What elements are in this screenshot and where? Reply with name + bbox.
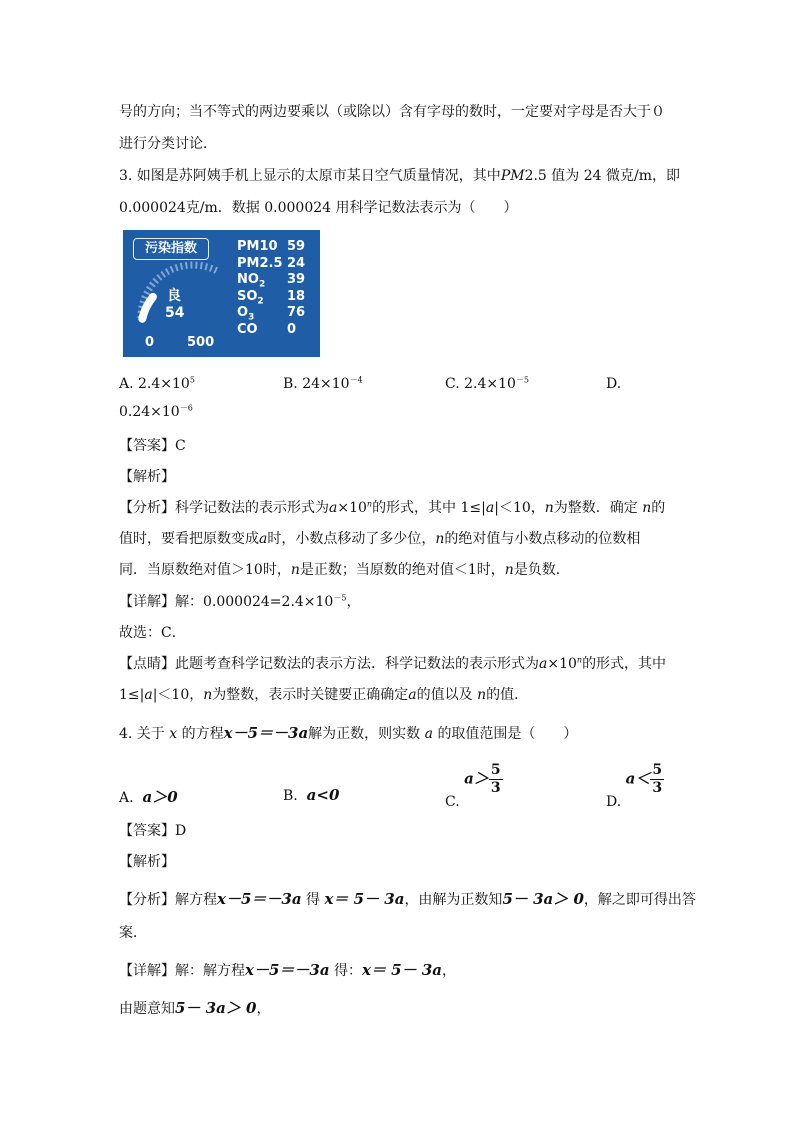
scale-max: 500 [187,335,215,350]
choose-line: 故选：C． [119,625,186,641]
option-math: a＞0 [142,788,178,806]
t: |＜10， [152,687,204,703]
q4-option-d [606,762,664,810]
t: 得： [334,963,362,979]
option-text: 24×10 [302,376,350,392]
option-label: C. [445,376,460,392]
option-label: B. [283,788,298,804]
t: ×10 [547,656,577,672]
option-label: C. [445,793,460,810]
t: ，由解为正数知 [404,892,503,908]
t: 得 [306,892,320,908]
analysis-line [119,499,665,517]
var-n: n [203,687,213,703]
pollutant-subscript: 2 [258,279,266,290]
pollutant-value: 18 [287,288,306,304]
pollutant-value: 24 [287,255,306,271]
answer-line: 【答案】C [119,438,186,454]
fraction-numerator: 5 [490,762,501,778]
gauge-fill [142,297,153,319]
option-d-label: D. [606,376,622,392]
pollutant-row [237,305,317,322]
t: |＜10， [494,500,545,516]
t: 【分析】解方程 [119,892,217,908]
point-line [119,686,528,704]
pollutant-value: 76 [287,305,306,320]
pollutant-name-text: NO [237,272,259,287]
pollutant-name: PM2.5 [237,255,283,271]
t: 【分析】科学记数法的表示形式为 [119,500,329,516]
pollutant-row [237,322,317,339]
option-text: 2.4×10 [138,376,190,392]
q4-option-b [283,786,339,804]
fraction-denominator: 3 [652,780,663,796]
fraction [650,762,664,797]
pollutant-subscript: 3 [248,312,255,323]
var-a: a [485,500,495,516]
option-c [445,376,529,392]
question-3-stem [119,167,680,185]
option-label: D. [606,793,622,810]
t: 值时，要看把原数变成 [119,531,259,547]
t: 的值． [486,687,529,703]
equation: x－5＝－3a [223,724,309,742]
stem-text: 3. 如图是苏阿姨手机上显示的太原市某日空气质量情况，其中 [119,168,501,184]
pollutant-row [237,289,317,306]
t: 的取值范围是（ ） [437,726,578,742]
var-n: n [477,687,487,703]
pollution-index-tag: 污染指数 [133,238,209,260]
t: 的形式，其中 1≤| [372,500,486,516]
option-d [119,404,193,420]
var-a: a [424,726,433,742]
var-a: a [144,687,153,703]
option-text: 0.24×10 [119,404,180,420]
analysis-line: 案． [119,925,147,941]
var-a: a [329,500,338,516]
t: 【详解】解：0.000024=2.4×10 [119,594,334,610]
air-index-value: 54 [165,305,185,321]
t: 的绝对值与小数点移动的位数相 [444,531,641,547]
point-line [119,655,666,673]
t: ×10 [337,500,367,516]
t: ， [256,1001,271,1017]
equation: 5－ 3a＞ 0 [175,999,257,1017]
equation: x＝ 5－ 3a [362,961,442,979]
analysis-heading: 【解析】 [119,469,175,485]
pollutant-name: PM10 [237,239,278,254]
equation: 5－ 3a＞ 0 [502,890,584,908]
var-a: a [539,656,548,672]
option-exponent: 5 [189,375,195,385]
t: 的 [651,500,666,516]
var-n: n [576,655,583,665]
pollutant-name [237,289,264,307]
fraction [489,762,503,797]
var-n: n [642,500,652,516]
t: ，解之即可得出答 [583,892,696,908]
option-math: a<0 [306,786,340,804]
pollutant-name: CO [237,321,258,337]
var-a: a [408,687,417,703]
t: 解为正数，则实数 [308,726,421,742]
pollutant-value: 59 [287,239,306,254]
fraction-denominator: 3 [490,780,501,796]
option-a [119,376,195,392]
var-n: n [435,531,445,547]
exponent: －5 [333,593,347,603]
t: 1≤| [119,687,145,703]
t: ， [441,963,456,979]
pollutant-name-text: O [237,305,249,320]
t: 的值以及 [416,687,473,703]
var-x: x [169,726,178,742]
t: 的方程 [181,726,224,742]
stem-text: 2.5 值为 24 微克/m，即 [524,168,680,184]
t: 由题意知 [119,1001,175,1017]
var-n: n [290,562,300,578]
pollutant-name-text: SO [237,288,258,304]
option-text: 2.4×10 [464,376,516,392]
q4-option-c [445,762,503,810]
analysis-line [119,890,696,909]
text-line: 号的方向；当不等式的两边要乘以（或除以）含有字母的数时，一定要对字母是否大于０ [119,104,665,120]
equation: x＝ 5－ 3a [324,890,405,908]
text-line: 进行分类讨论． [119,136,217,152]
option-label: B. [283,376,298,392]
pollutant-value: 0 [287,321,297,337]
option-label: A. [119,790,134,806]
var-n: n [366,499,373,509]
equation: x－5＝－3a [245,961,330,979]
t: 【详解】解：解方程 [119,963,245,979]
air-quality-widget [123,230,320,357]
scale-min: 0 [145,335,155,350]
t: ， [346,594,361,610]
option-math: a＞ [464,769,489,788]
pollutant-row [237,256,317,273]
analysis-line [119,561,570,579]
t: 同．当原数绝对值＞10时， [119,562,291,578]
t: 为整数，表示时关键要正确确定 [212,687,409,703]
analysis-line [119,530,640,548]
pollutant-value: 39 [287,272,306,287]
option-exponent: －4 [349,375,363,385]
option-label: A. [119,376,134,392]
air-level: 良 [167,288,181,304]
option-b [283,376,363,392]
option-math: a＜ [625,769,651,788]
t: 时，小数点移动了多少位， [267,531,436,547]
pollutant-list [237,239,317,338]
q4-option-a [119,786,178,807]
t: 为整数．确定 [553,500,638,516]
t: 是正数；当原数的绝对值＜1时， [299,562,505,578]
t: 是负数． [513,562,570,578]
var-a: a [259,531,268,547]
t: 【点睛】此题考查科学记数法的表示方法．科学记数法的表示形式为 [119,656,539,672]
fraction-numerator: 5 [652,762,663,778]
analysis-heading: 【解析】 [119,854,175,870]
option-exponent: －6 [179,403,193,413]
option-exponent: －5 [515,375,530,385]
detail-line [119,999,270,1018]
answer-line: 【答案】D [119,823,187,839]
pollutant-row [237,239,317,256]
var-n: n [504,562,514,578]
pollutant-name [237,305,254,323]
stem-pm: PM [500,168,525,184]
equation: x－5＝－3a [217,890,302,908]
question-4-stem [119,724,577,743]
detail-line [119,593,360,611]
pollutant-subscript: 2 [257,296,264,307]
pollutant-name [237,272,265,290]
t: 4. 关于 [119,726,165,742]
pollutant-row [237,272,317,289]
detail-line [119,961,456,980]
t: 的形式，其中 [582,656,667,672]
var-n: n [544,500,554,516]
text-line: 0.000024克/m．数据 0.000024 用科学记数法表示为（ ） [119,200,518,216]
